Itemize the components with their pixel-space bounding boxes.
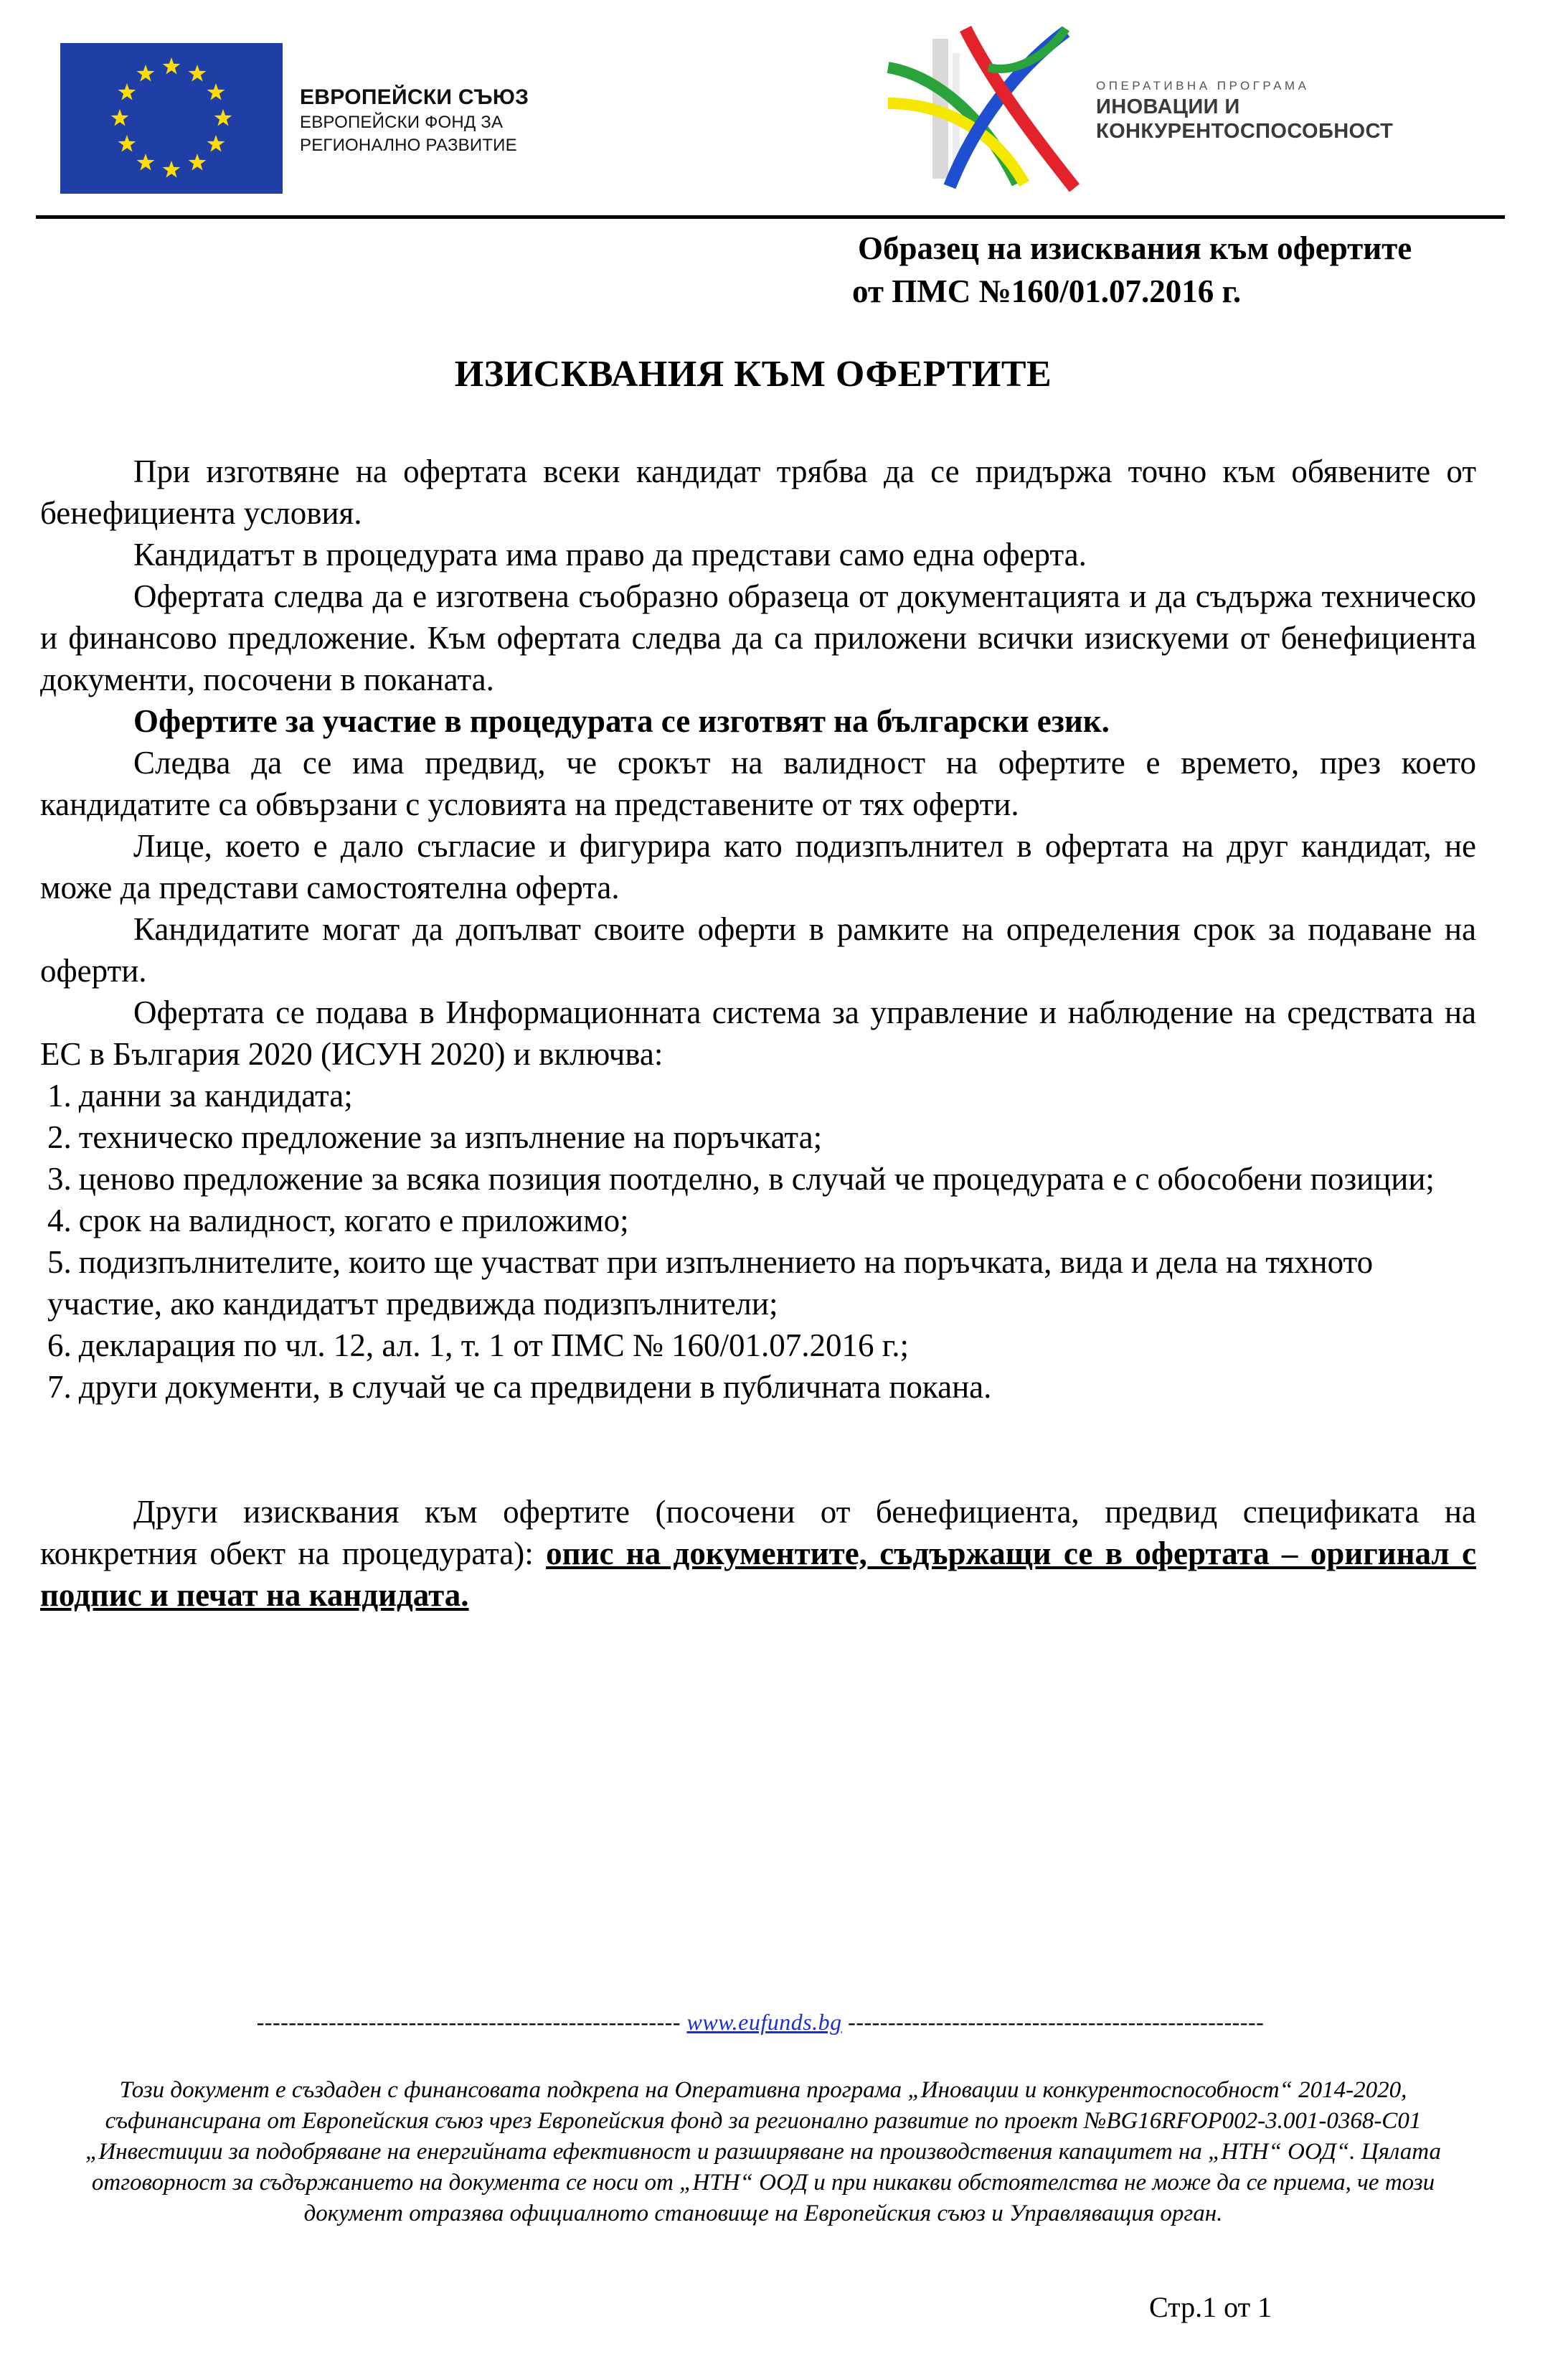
footer-dashes-right: ----------------------------------------------------	[848, 2009, 1265, 2035]
list-item	[40, 1075, 1476, 1116]
op-program-label	[1096, 77, 1469, 143]
paragraph-8: Офертата се подава в Информационната система за управление и наблюдение на средствата на ЕС в България 2020 (ИСУН 2020) и включва:	[40, 994, 1476, 1072]
list-item-text: ценово предложение за всяка позиция поотделно, в случай че процедурата е с обособени позиции;	[78, 1161, 1435, 1197]
eufunds-link[interactable]: www.eufunds.bg	[686, 2009, 842, 2035]
list-item-number: 7.	[47, 1369, 72, 1405]
offer-contents-list	[40, 1075, 1476, 1408]
list-item	[40, 1366, 1476, 1408]
list-item	[40, 1324, 1476, 1366]
paragraph-6: Лице, което е дало съгласие и фигурира като подизпълнител в офертата на друг кандидат, не може да представи самостоятелна оферта.	[40, 828, 1476, 905]
list-item-text: декларация по чл. 12, ал. 1, т. 1 от ПМС № 160/01.07.2016 г.;	[78, 1327, 909, 1363]
op-innovation-logo	[881, 24, 1089, 197]
list-item	[40, 1158, 1476, 1200]
footer-dashes-left: -----------------------------------------------------	[256, 2009, 681, 2035]
page-number: Стр.1 от 1	[1149, 2291, 1272, 2323]
other-requirements-lead: Други изисквания към офертите (посочени от бенефициента, предвид спецификата на конкретния обект на процедурата):	[40, 1494, 1476, 1571]
op-program-name-line1: ИНОВАЦИИ И	[1096, 95, 1240, 118]
eu-flag-logo	[60, 43, 283, 194]
document-body	[40, 451, 1476, 1616]
funding-disclaimer: Този документ е създаден с финансовата подкрепа на Оперативна програма „Иновации и конкурентоспособност“ 2014-2020, съфинансирана от Европейския съюз чрез Европейския фонд за регионално развитие по проект №BG16RFOP002-3.001-0368-С01 „Инвестиции за подобряване на енергийната ефективност и разширяване на производствения капацитет на „НТН“ ООД“. Цялата отговорност за съдържанието на документа се носи от „НТН“ ООД и при никакви обстоятелства не може да се приема, че този документ отразява официалното становище на Европейския съюз и Управляващия орган.	[85, 2077, 1441, 2226]
op-program-caption: ОПЕРАТИВНА ПРОГРАМА	[1096, 79, 1310, 93]
list-item	[40, 1200, 1476, 1241]
list-item-number: 1.	[47, 1078, 72, 1114]
list-item-text: срок на валидност, когато е приложимо;	[78, 1203, 629, 1238]
other-requirements-emphasis: опис на документите, съдържащи се в офертата – оригинал с подпис и печат на кандидата.	[40, 1535, 1476, 1613]
paragraph-3: Офертата следва да е изготвена съобразно образеца от документацията и да съдържа техническо и финансово предложение. Към офертата следва да са приложени всички изискуеми от бенефициента документи, посочени в поканата.	[40, 578, 1476, 697]
eu-fund-line1: ЕВРОПЕЙСКИ ФОНД ЗА	[300, 113, 504, 132]
eu-fund-line2: РЕГИОНАЛНО РАЗВИТИЕ	[300, 136, 517, 155]
reference-line-1: Образец на изисквания към офертите	[858, 230, 1412, 266]
list-item-number: 5.	[47, 1244, 72, 1280]
list-item-number: 6.	[47, 1327, 72, 1363]
list-item-number: 4.	[47, 1203, 72, 1238]
list-item-text: други документи, в случай че са предвидени в публичната покана.	[78, 1369, 992, 1405]
list-item-text: подизпълнителите, които ще участват при изпълнението на поръчката, вида и дела на тяхното участие, ако кандидатът предвижда подизпълнители;	[47, 1244, 1374, 1322]
list-item-text: данни за кандидата;	[78, 1078, 353, 1114]
paragraph-7: Кандидатите могат да допълват своите оферти в рамките на определения срок за подаване на оферти.	[40, 911, 1476, 989]
op-program-name-line2: КОНКУРЕНТОСПОСОБНОСТ	[1096, 120, 1394, 143]
list-item	[40, 1241, 1476, 1324]
other-requirements-paragraph	[40, 1491, 1476, 1616]
list-item-number: 3.	[47, 1161, 72, 1197]
list-item	[40, 1116, 1476, 1158]
list-item-number: 2.	[47, 1119, 72, 1155]
eu-union-name: ЕВРОПЕЙСКИ СЪЮЗ	[300, 85, 529, 109]
eu-fund-label	[300, 85, 601, 156]
eu-stars-icon	[60, 43, 283, 194]
header-divider	[36, 215, 1505, 219]
paragraph-5: Следва да се има предвид, че срокът на валидност на офертите е времето, през което кандидатите са обвързани с условията на представените от тях оферти.	[40, 745, 1476, 822]
paragraph-4-bold: Офертите за участие в процедурата се изготвят на български език.	[133, 703, 1110, 739]
paragraph-2: Кандидатът в процедурата има право да представи само една оферта.	[133, 537, 1087, 573]
op-ribbon-icon	[881, 24, 1089, 197]
reference-line-2: от ПМС №160/01.07.2016 г.	[852, 273, 1242, 309]
footer-link-line	[179, 2009, 1341, 2036]
list-item-text: техническо предложение за изпълнение на поръчката;	[78, 1119, 823, 1155]
page-title: ИЗИСКВАНИЯ КЪМ ОФЕРТИТЕ	[454, 354, 1052, 395]
paragraph-1: При изготвяне на офертата всеки кандидат трябва да се придържа точно към обявените от бенефициента условия.	[40, 453, 1476, 531]
document-reference	[852, 227, 1412, 313]
